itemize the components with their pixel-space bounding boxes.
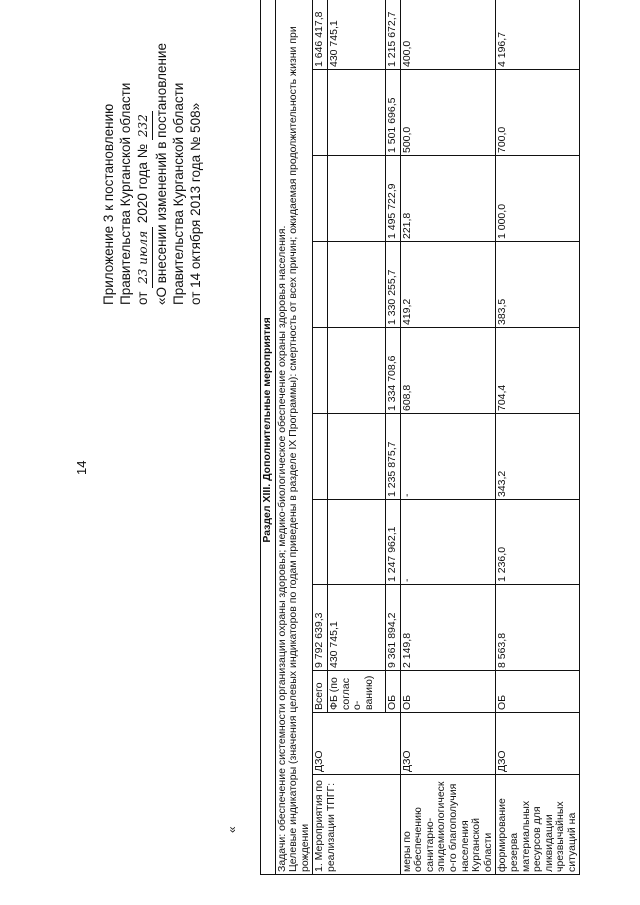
year-value: 1 000,0 <box>496 156 580 242</box>
year-value: 1 646 417,8 <box>313 0 328 70</box>
header-line-2: Правительства Курганской области <box>118 82 133 305</box>
measure-name: меры по обеспечению санитарно-эпидемиологическо-го благополучия населения Курганской области <box>400 775 496 875</box>
funding-source: ФБ (по согласо-ванию) <box>327 671 385 713</box>
year-value: - <box>400 414 496 500</box>
executor: ДЗО <box>313 713 400 775</box>
total-value: 430 745,1 <box>327 585 385 671</box>
year-value <box>313 242 328 328</box>
year-value: 608,8 <box>400 328 496 414</box>
header-line-5: Правительства Курганской области <box>171 82 186 305</box>
handwritten-date: 23 июля <box>135 227 153 288</box>
indicators-text: Целевые индикаторы (значения целевых индикаторов по годам приведены в разделе IX Программы): смертность от всех причин; ожидаемая продолжительность жизни при рождении <box>287 26 311 872</box>
year-value <box>313 500 328 585</box>
year-value: 500,0 <box>400 70 496 156</box>
measure-name: формирование резерва материальных ресурсов для ликвидации чрезвычайных ситуаций на <box>496 775 580 875</box>
executor: ДЗО <box>400 713 496 775</box>
year-value: 1 330 255,7 <box>385 242 400 328</box>
measure-name: 1. Мероприятия по реализации ТПГГ: <box>313 775 400 875</box>
tasks-text: Задачи: обеспечение системности организации охраны здоровья; медико-биологическое обеспечение охраны здоровья населения. <box>275 225 288 872</box>
year-value <box>313 70 328 156</box>
year-value: 1 334 708,6 <box>385 328 400 414</box>
year-value: 704,4 <box>496 328 580 414</box>
year-value: 1 235 875,7 <box>385 414 400 500</box>
year-value <box>313 156 328 242</box>
date-suffix: 2020 года № <box>135 143 150 224</box>
year-value <box>327 70 385 156</box>
year-value: - <box>400 500 496 585</box>
handwritten-number: 232 <box>135 111 153 140</box>
opening-quote-mark: « <box>225 826 239 833</box>
total-value: 9 361 894,2 <box>385 585 400 671</box>
funding-source: ОБ <box>400 671 496 713</box>
funding-source: ОБ <box>385 671 400 713</box>
year-value <box>327 500 385 585</box>
total-value: 9 792 639,3 <box>313 585 328 671</box>
year-value: 1 215 672,7 <box>385 0 400 70</box>
document-header <box>100 5 204 305</box>
date-prefix: от <box>135 291 150 305</box>
header-date-line <box>134 5 153 305</box>
funding-source: Всего <box>313 671 328 713</box>
year-value <box>327 156 385 242</box>
page-number: 14 <box>74 460 89 475</box>
table-row <box>313 0 328 875</box>
year-value <box>327 414 385 500</box>
section-title: Раздел XIII. Дополнительные мероприятия <box>261 0 276 875</box>
year-value: 343,2 <box>496 414 580 500</box>
executor: ДЗО <box>496 713 580 775</box>
year-value: 1 236,0 <box>496 500 580 585</box>
year-value: 419,2 <box>400 242 496 328</box>
year-value: 383,5 <box>496 242 580 328</box>
year-value: 221,8 <box>400 156 496 242</box>
year-value: 1 495 722,9 <box>385 156 400 242</box>
year-value <box>313 328 328 414</box>
measures-table <box>260 0 580 875</box>
year-value: 700,0 <box>496 70 580 156</box>
year-value: 1 247 962,1 <box>385 500 400 585</box>
year-value: 430 745,1 <box>327 0 385 70</box>
tasks-row <box>275 0 313 875</box>
total-value: 8 563,8 <box>496 585 580 671</box>
year-value: 400,0 <box>400 0 496 70</box>
year-value: 1 501 696,5 <box>385 70 400 156</box>
year-value <box>313 414 328 500</box>
total-value: 2 149,8 <box>400 585 496 671</box>
table-row <box>496 0 580 875</box>
header-line-4: «О внесении изменений в постановление <box>154 43 169 305</box>
funding-source: ОБ <box>496 671 580 713</box>
header-line-1: Приложение 3 к постановлению <box>101 103 116 305</box>
year-value <box>327 242 385 328</box>
year-value: 4 196,7 <box>496 0 580 70</box>
year-value <box>327 328 385 414</box>
header-line-6: от 14 октября 2013 года № 508» <box>188 102 203 305</box>
table-row <box>400 0 496 875</box>
